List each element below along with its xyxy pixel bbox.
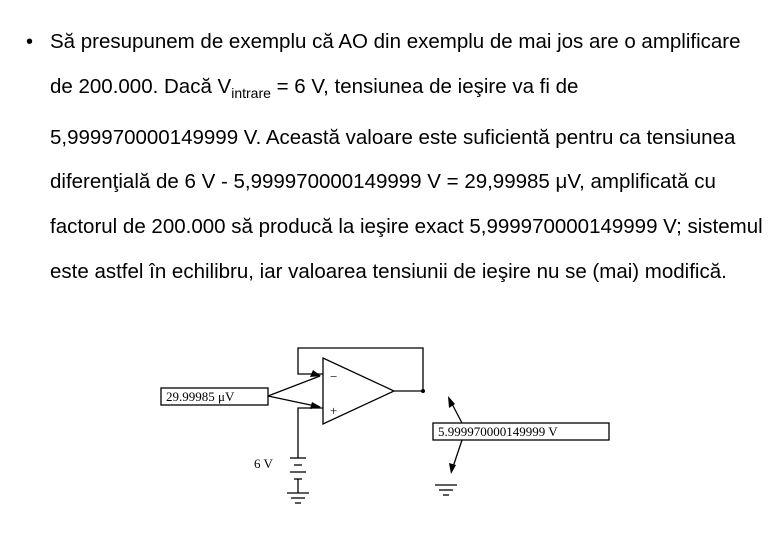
ground-symbol-right	[435, 485, 457, 495]
bullet-marker: •	[26, 31, 34, 53]
paragraph-text-part1: Să presupunem de exemplu că AO din exemplu de mai jos are o amplificare de 200.000. Dacă V	[50, 30, 741, 98]
output-voltage-label: 5.999970000149999 V	[438, 424, 558, 439]
paragraph-text-part2: = 6 V, tensiunea de ieşire va fi de 5,999970000149999 V. Această valoare este suficientă pentru ca tensiunea diferenţială de 6 V - 5,999970000149999 V = 29,99985 μV, amplificată cu factorul de 200.000 să producă la ieşire exact 5,999970000149999 V; sistemul este astfel în echilibru, iar valoarea tensiunii de ieşire nu se (mai) modifică.	[50, 74, 763, 283]
feedback-wire	[298, 348, 423, 391]
output-node-dot	[421, 389, 425, 393]
ground-symbol-left	[287, 493, 309, 503]
plus-sign: +	[330, 403, 338, 418]
arrow-to-inverting-input	[268, 376, 320, 396]
source-voltage-label: 6 V	[254, 456, 273, 471]
arrowhead-ground	[449, 463, 456, 474]
noninverting-input-wire	[298, 408, 323, 458]
battery-symbol	[290, 458, 306, 479]
diff-voltage-label: 29.99985 μV	[166, 389, 235, 404]
paragraph-subscript: intrare	[231, 84, 271, 101]
minus-sign: −	[330, 369, 338, 384]
